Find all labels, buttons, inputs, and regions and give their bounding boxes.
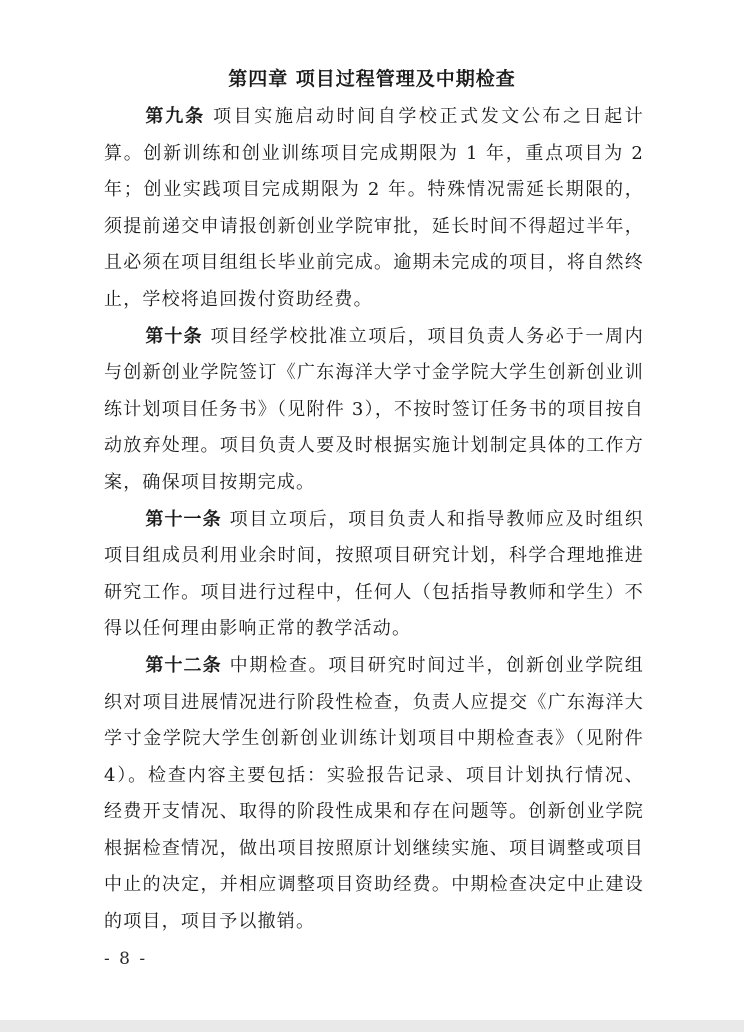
article-text: 项目立项后，项目负责人和指导教师应及时组织项目组成员利用业余时间，按照项目研究计划，科学合理地推进研究工作。项目进行过程中，任何人（包括指导教师和学生）不得以任何理由影响正常的教学活动。 — [104, 508, 644, 640]
article-text: 中期检查。项目研究时间过半，创新创业学院组织对项目进展情况进行阶段性检查，负责人应提交《广东海洋大学寸金学院大学生创新创业训练计划项目中期检查表》（见附件 4）。检查内容主要包括：实验报告记录、项目计划执行情况、经费开支情况、取得的阶段性成果和存在问题等。创新创业学院根据检查情况，做出项目按照原计划继续实施、项目调整或项目中止的决定，并相应调整项目资助经费。中期检查决定中止建设的项目，项目予以撤销。 — [104, 654, 644, 933]
article-label: 第十条 — [145, 325, 203, 347]
article-10 — [104, 319, 644, 502]
article-text: 项目经学校批准立项后，项目负责人务必于一周内与创新创业学院签订《广东海洋大学寸金学院大学生创新创业训练计划项目任务书》（见附件 3），不按时签订任务书的项目按自动放弃处理。项目负责人要及时根据实施计划制定具体的工作方案，确保项目按期完成。 — [104, 325, 644, 493]
article-12 — [104, 648, 644, 941]
article-label: 第十一条 — [145, 508, 222, 530]
article-label: 第十二条 — [145, 654, 222, 676]
article-label: 第九条 — [145, 106, 206, 127]
article-11 — [104, 502, 644, 648]
article-9 — [104, 99, 644, 319]
document-body — [104, 99, 644, 941]
chapter-title: 第四章 项目过程管理及中期检查 — [228, 68, 516, 90]
article-text: 项目实施启动时间自学校正式发文公布之日起计算。创新训练和创业训练项目完成期限为 1 年，重点项目为 2 年；创业实践项目完成期限为 2 年。特殊情况需延长期限的，须提前递交申请报创新创业学院审批，延长时间不得超过半年，且必须在项目组组长毕业前完成。逾期未完成的项目，将自然终止，学校将追回拨付资助经费。 — [104, 106, 645, 310]
page-bottom-edge — [0, 1020, 744, 1032]
page-number: - 8 - — [104, 949, 148, 969]
